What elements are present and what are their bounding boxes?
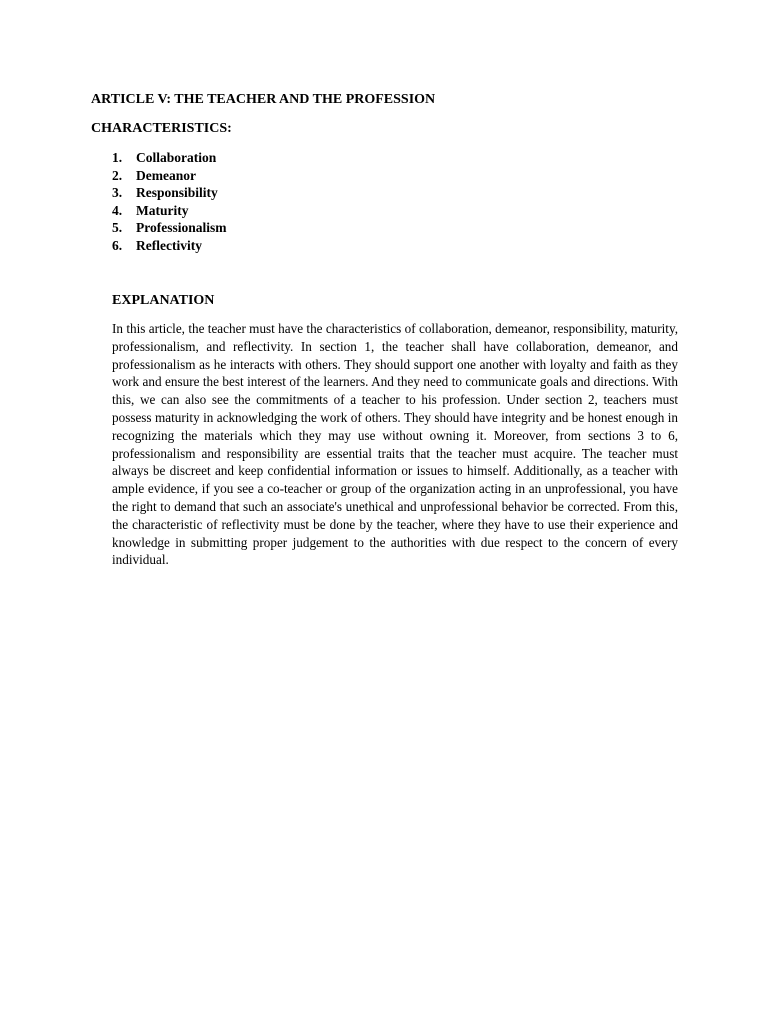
list-item bbox=[112, 237, 227, 255]
list-item-number: 2. bbox=[112, 167, 123, 183]
list-item-label: Professionalism bbox=[136, 220, 227, 236]
list-item bbox=[112, 167, 227, 185]
characteristics-heading: CHARACTERISTICS: bbox=[91, 121, 232, 136]
list-item-label: Reflectivity bbox=[136, 237, 202, 253]
list-item bbox=[112, 149, 227, 167]
list-item-label: Collaboration bbox=[136, 150, 217, 165]
list-item-label: Maturity bbox=[136, 202, 189, 218]
list-item-number: 5. bbox=[112, 220, 123, 236]
list-item-number: 3. bbox=[112, 185, 123, 201]
list-item bbox=[112, 202, 227, 220]
explanation-heading: EXPLANATION bbox=[112, 293, 215, 308]
explanation-paragraph: In this article, the teacher must have the characteristics of collaboration, demeanor, responsibility, maturity, professionalism, and reflectivity. In section 1, the teacher shall have collaboration, demeanor, and professionalism as he interacts with others. They should support one another with loyalty and faith as they work and ensure the best interest of the learners. And they need to communicate goals and directions. With this, we can also see the commitments of a teacher to his profession. Under section 2, teachers must possess maturity in acknowledging the work of others. They should have integrity and be honest enough in recognizing the materials which they may use without owning it. Moreover, from sections 3 to 6, professionalism and responsibility are essential traits that the teacher must acquire. The teacher must always be discreet and keep confidential information or issues to himself. Additionally, as a teacher with ample evidence, if you see a co-teacher or group of the organization acting in an unprofessional, you have the right to demand that such an associate's unethical and unprofessional behavior be corrected. From this, the characteristic of reflectivity must be done by the teacher, where they have to use their experience and knowledge in submitting proper judgement to the authorities with due respect to the concern of every individual. bbox=[112, 321, 678, 568]
list-item bbox=[112, 219, 227, 237]
list-item bbox=[112, 184, 227, 202]
characteristics-list bbox=[112, 149, 227, 255]
list-item-number: 4. bbox=[112, 202, 123, 218]
list-item-label: Responsibility bbox=[136, 185, 218, 201]
list-item-label: Demeanor bbox=[136, 167, 196, 183]
article-title: ARTICLE V: THE TEACHER AND THE PROFESSION bbox=[91, 92, 436, 107]
list-item-number: 1. bbox=[112, 150, 123, 165]
list-item-number: 6. bbox=[112, 237, 123, 253]
